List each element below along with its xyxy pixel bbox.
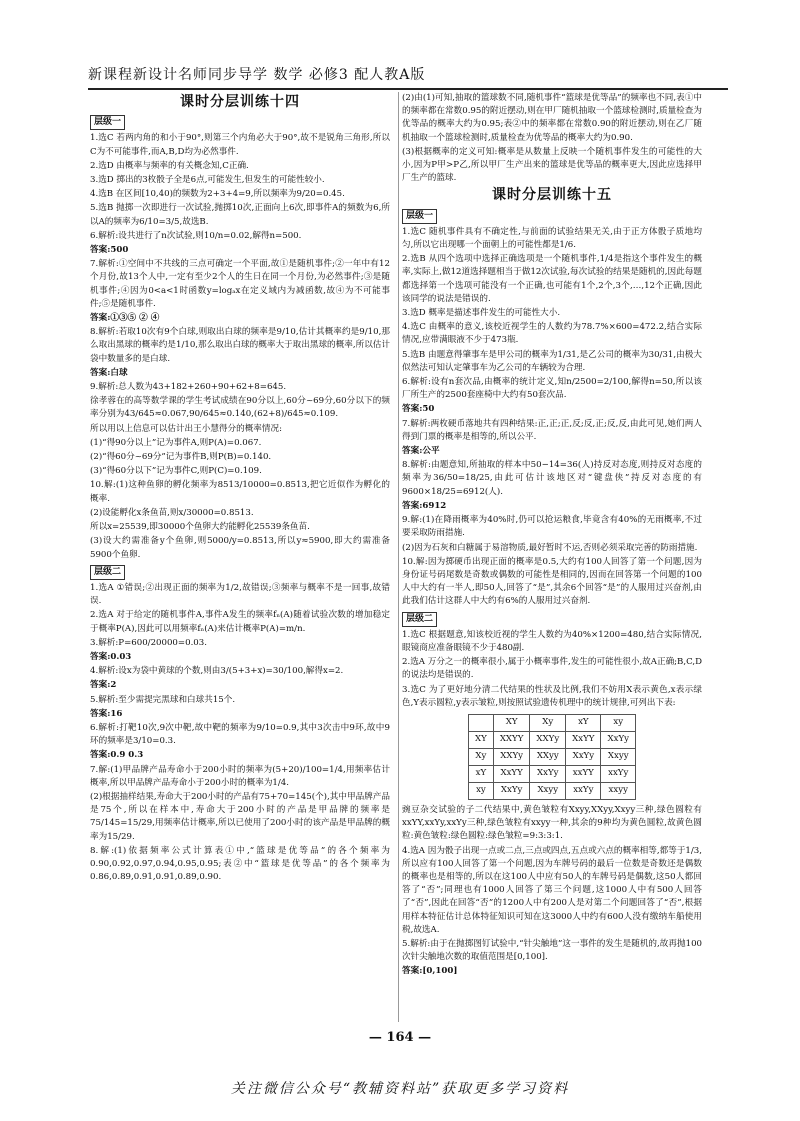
- answer-line: 答案:50: [402, 404, 435, 415]
- solution-paragraph: 3.选C 为了更好地分清二代结果的性状及比例,我们不妨用X表示黄色,x表示绿色,Y表示圆粒,y表示皱粒,则按照试验遗传机理中的统计规律,可列出下表:: [402, 684, 702, 708]
- solution-paragraph: 2.选A 万分之一的概率很小,属于小概率事件,发生的可能性很小,故A正确;B,C,D的说法均是错误的.: [402, 657, 702, 681]
- solution-paragraph: 3.选D 概率是描述事件发生的可能性大小.: [402, 308, 561, 319]
- table-cell: XY: [469, 731, 494, 748]
- table-row: [469, 714, 636, 731]
- solution-paragraph: 1.选C 根据题意,知该校近视的学生人数约为40%×1200=480,结合实际情况,眼镜商应准备眼镜不少于480副.: [402, 629, 702, 653]
- level-two-label: 层级二: [90, 565, 125, 580]
- table-cell: XXYy: [530, 731, 566, 748]
- answer-line: 答案:2: [90, 680, 117, 691]
- left-column: [90, 92, 399, 1022]
- solution-paragraph: 10.解:因为掷硬币出现正面的概率是0.5,大约有100人回答了第一个问题,因为身份证号码尾数是奇数或偶数的可能性是相同的,因而在回答第一个问题的100人中大约有一半人,即50人,回答了“是”,其余6个回答“是”的人服用过兴奋剂,由此我们估计这群人中大约有6%的人服用过兴奋剂.: [402, 556, 702, 607]
- solution-paragraph: 徐孝蓉在的高等数学课的学生考试成绩在90分以上,60分~69分,60分以下的频率分别为43/645≈0.067,90/645≈0.140,(62+8)/645≈0.109.: [90, 396, 390, 420]
- solution-paragraph: 4.选B 在区间[10,40)的频数为2+3+4=9,所以频率为9/20=0.45.: [90, 189, 345, 200]
- table-cell: xxyy: [601, 782, 636, 799]
- solution-paragraph: 2.选D 由概率与频率的有关概念知,C正确.: [90, 160, 249, 171]
- right-continued-list: [402, 92, 702, 185]
- solution-paragraph: (3)“得60分以下”记为事件C,则P(C)=0.109.: [90, 466, 262, 477]
- answer-line: 答案:[0,100]: [402, 966, 458, 977]
- table-cell: XxYy: [530, 765, 566, 782]
- solution-paragraph: (3)设大约需准备y个鱼卵,则5000/y=0.8513,所以y≈5900,即大约需准备5900个鱼卵.: [90, 536, 390, 560]
- solution-paragraph: 5.解析:由于在抛掷图钉试验中,“针尖触地”这一事件的发生是随机的,故再抛100次针尖触地次数的取值范围是[0,100].: [402, 938, 702, 963]
- solution-paragraph: 3.解析:P=600/20000=0.03.: [90, 637, 207, 648]
- right-level2-list-a: [402, 629, 702, 710]
- table-row: [469, 731, 636, 748]
- solution-paragraph: 6.解析:设有n套次品,由概率的统计定义,知n/2500=2/100,解得n=50,所以该厂所生产的2500套座椅中大约有50套次品.: [402, 377, 702, 401]
- solution-paragraph: 豌豆杂交试验的子二代结果中,黄色皱粒有Xxyy,XXyy,Xxyy三种,绿色圆粒有xxYY,xxYy,xxYy三种,绿色皱粒有xxyy一种,其余的9种均为黄色圆粒,故黄色圆粒:黄色皱粒:绿色圆粒:绿色皱粒=9:3:3:1.: [402, 804, 702, 842]
- table-cell: xy: [601, 714, 636, 731]
- left-level2-list: [90, 582, 390, 884]
- solution-paragraph: 4.选A 因为骰子出现一点或二点,三点或四点,五点或六点的概率相等,都等于1/3,所以应有100人回答了第一个问题,因为车牌号码的最后一位数是奇数还是偶数的概率也是相等的,所以在这100人中应有50人的车牌号码是偶数,这50人都回答了“否”;同理也有1000人回答了第三个问题,这1000人中有500人回答了“否”,因此在回答“否”的1200人中有200人是对第二个问题回答了“否”,根据用样本特征估计总体特征知识可知在这3000人中约有600人没有缴纳车船使用税,故选A.: [402, 845, 702, 935]
- solution-paragraph: (2)“得60分~69分”记为事件B,则P(B)=0.140.: [90, 452, 272, 463]
- solution-paragraph: 7.解:(1)甲品牌产品寿命小于200小时的频率为(5+20)/100=1/4,用频率估计概率,所以甲品牌产品寿命小于200小时的概率为1/4.: [90, 764, 390, 788]
- solution-paragraph: 5.选B 由题意得肇事车是甲公司的概率为1/31,是乙公司的概率为30/31,由极大似然法可知认定肇事车为乙公司的车辆较为合理.: [402, 349, 702, 373]
- solution-paragraph: 6.解析:设共进行了n次试验,则10/n=0.02,解得n=500.: [90, 230, 302, 241]
- answer-line: 答案:6912: [402, 500, 447, 511]
- section-title-15: 课时分层训练十五: [492, 187, 612, 204]
- answer-line: 答案:白球: [90, 367, 128, 378]
- book-title: 新课程新设计名师同步导学 数学 必修3 配人教A版: [88, 67, 426, 83]
- answer-line: 答案:500: [90, 245, 129, 256]
- solution-paragraph: 8.解:(1)依据频率公式计算表①中,“篮球是优等品”的各个频率为0.90,0.92,0.97,0.94,0.95,0.95;表②中“篮球是优等品”的各个频率为0.86,0.89,0.91,0.91,0.89,0.90.: [90, 845, 390, 883]
- solution-paragraph: (3)根据概率的定义可知:概率是从数量上反映一个随机事件发生的可能性的大小,因为P甲>P乙,所以甲厂生产出来的篮球是优等品的概率更大,因此应选择甲厂生产的篮球.: [402, 146, 702, 184]
- table-cell: Xxyy: [530, 782, 566, 799]
- level-one-label: 层级一: [90, 115, 125, 130]
- level-two-label: 层级二: [402, 612, 437, 627]
- solution-paragraph: 1.选C 随机事件具有不确定性,与前面的试验结果无关,由于正方体骰子质地均匀,所以它出现哪一个面朝上的可能性都是1/6.: [402, 226, 702, 251]
- answer-line: 答案:16: [90, 708, 123, 719]
- solution-paragraph: (1)“得90分以上”记为事件A,则P(A)=0.067.: [90, 437, 262, 448]
- table-cell: XXYy: [493, 748, 530, 765]
- solution-paragraph: 10.解:(1)这种鱼卵的孵化频率为8513/10000=0.8513,把它近似作为孵化的概率.: [90, 480, 390, 504]
- solution-paragraph: 9.解:(1)在降雨概率为40%时,仍可以抢运粮食,毕竟含有40%的无雨概率,不过要采取防雨措施.: [402, 515, 702, 539]
- solution-paragraph: 6.解析:打靶10次,9次中靶,故中靶的频率为9/10=0.9,其中3次击中9环,故中9环的频率是3/10=0.3.: [90, 722, 390, 747]
- table-cell: XxYY: [493, 765, 530, 782]
- table-cell: xY: [566, 714, 601, 731]
- genetics-table: [468, 714, 636, 800]
- table-cell: XxYy: [601, 731, 636, 748]
- table-cell: xY: [469, 765, 494, 782]
- page-header: [88, 62, 728, 90]
- footer-note: 关注微信公众号“教辅资料站”获取更多学习资料: [230, 1081, 570, 1097]
- table-cell: Xxyy: [601, 748, 636, 765]
- table-cell: Xy: [469, 748, 494, 765]
- left-level1-list: [90, 132, 390, 561]
- solution-paragraph: 所以x=25539,即30000个鱼卵大约能孵化25539条鱼苗.: [90, 522, 310, 533]
- solution-paragraph: (2)由(1)可知,抽取的篮球数不同,随机事件“篮球是优等品”的频率也不同,表①中的频率都在常数0.95的附近摆动,则在甲厂随机抽取一个篮球检测时,质量检查为优等品的概率大约为0.95;表②中的频率都在常数0.90的附近摆动,则在乙厂随机抽取一个篮球检测时,质量检查为优等品的概率大约为0.90.: [402, 93, 702, 143]
- solution-paragraph: 3.选D 掷出的3枚骰子全是6点,可能发生,但发生的可能性较小.: [90, 175, 325, 186]
- table-cell: XXYY: [493, 731, 530, 748]
- answer-line: 答案:0.03: [90, 651, 132, 662]
- right-column: [402, 92, 702, 1022]
- solution-paragraph: 7.解析:①空间中不共线的三点可确定一个平面,故①是随机事件;②一年中有12个月份,故13个人中,一定有至少2个人的生日在同一个月份,为必然事件;③是随机事件;④因为0<a<1时函数y=logₐx在定义域内为减函数,故④为不可能事件;⑤是随机事件.: [90, 259, 390, 309]
- table-cell: XxYy: [566, 748, 601, 765]
- solution-paragraph: 9.解析:总人数为43+182+260+90+62+8=645.: [90, 382, 287, 393]
- solution-paragraph: (2)设能孵化x条鱼苗,则x/30000=0.8513.: [90, 507, 254, 518]
- table-cell: XXyy: [530, 748, 566, 765]
- answer-line: 答案:公平: [402, 446, 440, 457]
- solution-paragraph: 4.选C 由概率的意义,该校近视学生的人数约为78.7%×600=472.2,结合实际情况,应带满眼液不少于473瓶.: [402, 322, 702, 346]
- table-row: [469, 782, 636, 799]
- solution-paragraph: 7.解析:两枚硬币落地共有四种结果:正,正;正,反;反,正;反,反,由此可见,她们两人得到门票的概率是相等的,所以公平.: [402, 418, 702, 442]
- solution-paragraph: 2.选A 对于给定的随机事件A,事件A发生的频率fₙ(A)随着试验次数的增加稳定于概率P(A),因此可以用频率fₙ(A)来估计概率P(A)=m/n.: [90, 610, 390, 634]
- level-one-label: 层级一: [402, 209, 437, 224]
- section-title-14: 课时分层训练十四: [180, 94, 300, 110]
- table-cell: xy: [469, 782, 494, 799]
- table-cell: xxYY: [566, 765, 601, 782]
- solution-paragraph: 1.选C 若两内角的和小于90°,则第三个内角必大于90°,故不是锐角三角形,所以C为不可能事件,而A,B,D均为必然事件.: [90, 133, 390, 157]
- table-cell: [469, 714, 494, 731]
- table-row: [469, 748, 636, 765]
- answer-line: 答案:①③⑤ ② ④: [90, 313, 160, 324]
- right-level2-list-b: [402, 804, 702, 979]
- table-cell: xxYy: [566, 782, 601, 799]
- solution-paragraph: 5.解析:至少需提完黑球和白球共15个.: [90, 694, 236, 705]
- right-level1-list: [402, 226, 702, 609]
- table-cell: Xy: [530, 714, 566, 731]
- solution-paragraph: 8.解析:若取10次有9个白球,则取出白球的频率是9/10,估计其概率约是9/10,那么取出黑球的概率约是1/10,那么取出白球的概率大于取出黑球的概率,所以估计袋中数量多的是白球.: [90, 327, 390, 364]
- solution-paragraph: 8.解析:由题意知,所抽取的样本中50−14=36(人)持反对态度,则持反对态度的频率为36/50=18/25,由此可估计该地区对“键盘侠”持反对态度的有9600×18/25=6912(人).: [402, 460, 702, 497]
- solution-paragraph: 5.选B 抛掷一次即进行一次试验,抛掷10次,正面向上6次,即事件A的频数为6,所以A的频率为6/10=3/5,故选B.: [90, 203, 390, 227]
- solution-paragraph: (2)根据抽样结果,寿命大于200小时的产品有75+70=145(个),其中甲品牌产品是75个,所以在样本中,寿命大于200小时的产品是甲品牌的频率是75/145=15/29,用频率估计概率,所以已使用了200小时的该产品是甲品牌的概率为15/29.: [90, 791, 390, 842]
- solution-paragraph: 4.解析:设x为袋中黄球的个数,则由3/(5+3+x)=30/100,解得x=2.: [90, 666, 344, 677]
- table-cell: XY: [493, 714, 530, 731]
- solution-paragraph: 2.选B 从四个选项中选择正确选项是一个随机事件,1/4是指这个事件发生的概率,实际上,做12道选择题相当于做12次试验,每次试验的结果是随机的,因此每题都选择第一个选项可能没有一个正确,也可能有1个,2个,3个,…,12个正确,因此该同学的说法是错误的.: [402, 254, 702, 304]
- table-cell: XxYY: [566, 731, 601, 748]
- table-cell: XxYy: [493, 782, 530, 799]
- solution-paragraph: 1.选A ①错误;②出现正面的频率为1/2,故错误;③频率与概率不是一回事,故错误.: [90, 582, 390, 607]
- solution-paragraph: 所以用以上信息可以估计出王小慧得分的概率情况:: [90, 423, 282, 434]
- table-row: [469, 765, 636, 782]
- page-number: — 164 —: [368, 1030, 432, 1045]
- table-cell: xxYy: [601, 765, 636, 782]
- solution-paragraph: (2)因为石灰和白糖属于易溶物质,最好暂时不运,否则必须采取完善的防雨措施.: [402, 542, 698, 553]
- answer-line: 答案:0.9 0.3: [90, 750, 144, 761]
